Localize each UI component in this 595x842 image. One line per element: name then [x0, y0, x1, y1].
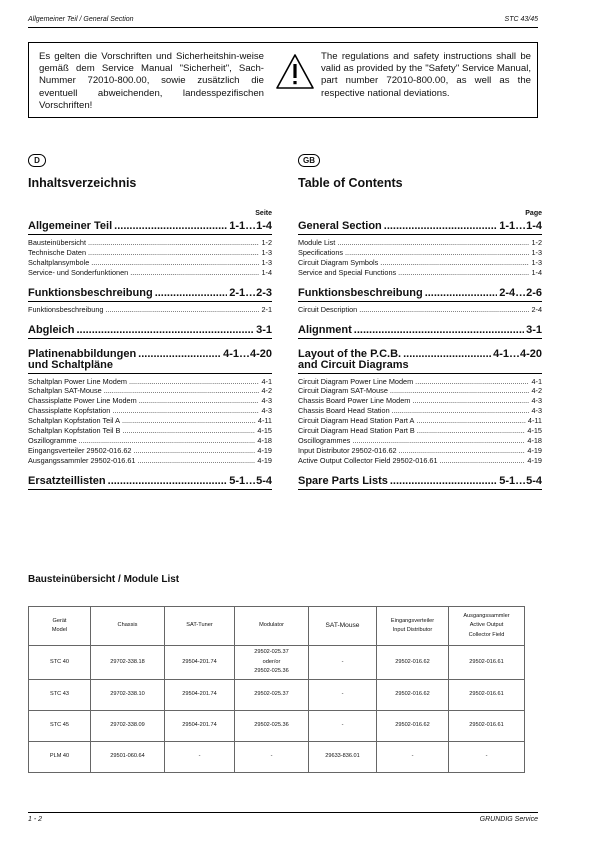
- toc-section-heading: [298, 324, 542, 336]
- dot-leader: [354, 324, 524, 336]
- entry-page: 4-15: [257, 426, 272, 436]
- dot-leader: [88, 248, 259, 258]
- dot-leader: [122, 416, 256, 426]
- table-body: [29, 646, 525, 773]
- column-header: Eingangsverteiler Input Distributor: [377, 607, 449, 646]
- dot-leader: [425, 287, 498, 299]
- table-cell: 29502-025.37 oder/or 29502-025.36: [235, 646, 309, 680]
- footer-brand: GRUNDIG Service: [479, 816, 538, 823]
- entry-page: 4-19: [257, 455, 272, 465]
- toc-entry: [298, 377, 542, 387]
- toc-entry: [28, 268, 272, 278]
- entry-page: 1-3: [531, 247, 542, 257]
- table-cell: STC 40: [29, 646, 91, 680]
- entry-label: Oszillogramme: [28, 435, 77, 445]
- table-cell: -: [377, 742, 449, 773]
- section-title-continued: and Circuit Diagrams: [298, 358, 409, 371]
- entry-page: 1-4: [261, 267, 272, 277]
- toc-sections-gb: [298, 220, 542, 490]
- table-cell: 29702-338.10: [91, 680, 165, 711]
- dot-leader: [104, 386, 260, 396]
- dot-leader: [440, 456, 526, 466]
- entry-label: Circuit Diagram SAT-Mouse: [298, 386, 388, 396]
- entry-label: Bausteinübersicht: [28, 238, 87, 247]
- toc-sections-de: [28, 220, 272, 490]
- dot-leader: [399, 446, 526, 456]
- column-header: Gerät Model: [29, 607, 91, 646]
- table-cell: 29702-338.18: [91, 646, 165, 680]
- section-pages: 5-1…5-4: [229, 474, 272, 487]
- toc-entry: [298, 386, 542, 396]
- entry-label: Schaltplan SAT-Mouse: [28, 386, 102, 396]
- toc-section-heading: [28, 324, 272, 336]
- toc-section-heading: [28, 348, 272, 360]
- module-list-title: Bausteinübersicht / Module List: [28, 574, 180, 585]
- entry-label: Circuit Diagram Head Station Part A: [298, 416, 415, 426]
- entry-label: Service and Special Functions: [298, 267, 397, 277]
- table-cell: 29504-201.74: [165, 680, 235, 711]
- page-column-label-de: Seite: [255, 210, 272, 217]
- section-rule: [298, 234, 542, 235]
- warning-triangle-icon: [275, 53, 315, 91]
- page-footer: [28, 816, 538, 823]
- section-rule: [28, 234, 272, 235]
- entry-page: 4-3: [261, 406, 272, 416]
- section-pages: 3-1: [526, 323, 542, 336]
- table-cell: 29502-025.36: [235, 711, 309, 742]
- dot-leader: [384, 220, 497, 232]
- entry-label: Schaltplan Kopfstation Teil B: [28, 426, 121, 436]
- entry-page: 4-11: [257, 416, 272, 426]
- table-cell: -: [309, 711, 377, 742]
- section-title: Funktionsbeschreibung: [298, 286, 423, 299]
- footer-rule: [28, 812, 538, 813]
- dot-leader: [380, 258, 529, 268]
- section-title: Platinenabbildungen: [28, 347, 137, 360]
- entry-page: 4-19: [527, 455, 542, 465]
- dot-leader: [412, 396, 529, 406]
- dot-leader: [390, 386, 530, 396]
- section-title: General Section: [298, 220, 382, 232]
- table-cell: STC 45: [29, 711, 91, 742]
- toc-entry: [28, 436, 272, 446]
- toc-entry: [298, 305, 542, 315]
- page-number: 1 - 2: [28, 816, 43, 823]
- dot-leader: [398, 268, 529, 278]
- dot-leader: [122, 426, 255, 436]
- toc-section-heading: [28, 475, 272, 487]
- table-cell: -: [235, 742, 309, 773]
- dot-leader: [139, 396, 260, 406]
- toc-entry: [298, 238, 542, 248]
- toc-entry: [298, 406, 542, 416]
- toc-entry: [298, 436, 542, 446]
- table-cell: 29501-060.64: [91, 742, 165, 773]
- entry-page: 2-4: [531, 304, 542, 314]
- entry-label: Chassisplatte Kopfstation: [28, 406, 111, 416]
- column-header: SAT-Tuner: [165, 607, 235, 646]
- toc-english: [298, 176, 542, 493]
- entry-label: Schaltplan Kopfstation Teil A: [28, 416, 120, 426]
- entry-label: Active Output Collector Field 29502-016.61: [298, 455, 438, 465]
- dot-leader: [345, 248, 529, 258]
- entry-label: Service- und Sonderfunktionen: [28, 267, 129, 277]
- column-header: SAT-Mouse: [309, 607, 377, 646]
- toc-section-heading: [28, 287, 272, 299]
- table-cell: PLM 40: [29, 742, 91, 773]
- toc-entry: [28, 426, 272, 436]
- dot-leader: [114, 220, 227, 232]
- entry-label: Eingangsverteiler 29502-016.62: [28, 445, 132, 455]
- toc-entry: [28, 238, 272, 248]
- table-cell: 29502-016.61: [449, 680, 525, 711]
- toc-entry: [298, 456, 542, 466]
- section-pages: 3-1: [256, 323, 272, 336]
- section-pages: 4-1…4-20: [223, 347, 272, 360]
- table-cell: 29502-016.62: [377, 646, 449, 680]
- toc-section-heading: [298, 348, 542, 360]
- section-rule: [28, 301, 272, 302]
- section-pages: 5-1…5-4: [499, 474, 542, 487]
- entry-label: Circuit Diagram Symbols: [298, 257, 379, 267]
- section-rule: [298, 489, 542, 490]
- language-badge-gb: GB: [298, 154, 320, 167]
- toc-entry: [28, 406, 272, 416]
- table-row: [29, 711, 525, 742]
- section-pages: 2-4…2-6: [499, 286, 542, 299]
- entry-label: Module List: [298, 238, 336, 247]
- toc-entry: [28, 386, 272, 396]
- entry-page: 2-1: [261, 304, 272, 314]
- entry-page: 1-2: [261, 238, 272, 247]
- entry-page: 1-2: [531, 238, 542, 247]
- section-pages: 2-1…2-3: [229, 286, 272, 299]
- entry-page: 4-3: [531, 406, 542, 416]
- toc-entry: [28, 248, 272, 258]
- toc-german: [28, 176, 272, 493]
- toc-entry: [28, 305, 272, 315]
- entry-label: Technische Daten: [28, 247, 87, 257]
- toc-entry: [28, 446, 272, 456]
- section-rule: [298, 301, 542, 302]
- section-title: Allgemeiner Teil: [28, 220, 113, 232]
- dot-leader: [133, 446, 255, 456]
- section-title: Abgleich: [28, 323, 75, 336]
- section-title: Ersatzteillisten: [28, 474, 106, 487]
- entry-page: 4-3: [531, 396, 542, 406]
- section-title: Spare Parts Lists: [298, 474, 388, 487]
- safety-text-de: Es gelten die Vorschriften und Sicherheitshin-weise gemäß dem Service Manual "Sicherheit", Sach-Nummer 72010-800.00, sowie zusätzlich die eventuell abweichenden, landesspezifischen Vorschriften!: [39, 51, 264, 111]
- table-row: [29, 680, 525, 711]
- toc-entry: [298, 396, 542, 406]
- entry-label: Circuit Diagram Power Line Modem: [298, 376, 414, 386]
- entry-page: 4-19: [527, 445, 542, 455]
- dot-leader: [352, 436, 525, 446]
- table-cell: 29633-836.01: [309, 742, 377, 773]
- toc-entry: [298, 268, 542, 278]
- entry-label: Chassis Board Head Station: [298, 406, 390, 416]
- section-pages: 1-1…1-4: [499, 220, 542, 232]
- module-list-table: [28, 606, 525, 773]
- dot-leader: [415, 377, 529, 387]
- table-cell: -: [449, 742, 525, 773]
- table-cell: STC 43: [29, 680, 91, 711]
- entry-label: Chassis Board Power Line Modem: [298, 396, 411, 406]
- entry-label: Schaltplansymbole: [28, 257, 90, 267]
- column-header: Chassis: [91, 607, 165, 646]
- table-cell: 29502-016.62: [377, 680, 449, 711]
- dot-leader: [79, 436, 256, 446]
- safety-text-en: The regulations and safety instructions shall be valid as provided by the "Safety" Service Manual, part number 72010-800.00, as well as the respective national deviations.: [321, 51, 531, 99]
- dot-leader: [337, 238, 529, 248]
- page-column-label-gb: Page: [525, 210, 542, 217]
- entry-page: 1-4: [531, 267, 542, 277]
- toc-entry: [298, 258, 542, 268]
- section-title: Funktionsbeschreibung: [28, 286, 153, 299]
- dot-leader: [138, 348, 221, 360]
- column-header: Ausgangssammler Active Output Collector Field: [449, 607, 525, 646]
- entry-label: Schaltplan Power Line Modem: [28, 376, 127, 386]
- table-cell: 29504-201.74: [165, 711, 235, 742]
- entry-page: 4-19: [257, 445, 272, 455]
- entry-page: 4-15: [527, 426, 542, 436]
- toc-entry: [298, 426, 542, 436]
- section-rule: [298, 373, 542, 374]
- toc-entry: [28, 416, 272, 426]
- entry-page: 4-2: [261, 386, 272, 396]
- toc-entry: [28, 258, 272, 268]
- table-cell: 29502-025.37: [235, 680, 309, 711]
- entry-page: 1-3: [261, 247, 272, 257]
- dot-leader: [359, 305, 529, 315]
- table-cell: 29504-201.74: [165, 646, 235, 680]
- toc-entry: [28, 377, 272, 387]
- table-cell: 29702-338.09: [91, 711, 165, 742]
- dot-leader: [76, 324, 254, 336]
- dot-leader: [108, 475, 228, 487]
- toc-entry: [298, 248, 542, 258]
- dot-leader: [129, 377, 259, 387]
- entry-label: Circuit Description: [298, 304, 358, 314]
- table-cell: 29502-016.61: [449, 646, 525, 680]
- section-rule: [28, 338, 272, 339]
- dot-leader: [392, 406, 530, 416]
- entry-label: Oscillogrammes: [298, 435, 351, 445]
- dot-leader: [130, 268, 259, 278]
- dot-leader: [390, 475, 497, 487]
- toc-section-heading: [298, 220, 542, 232]
- dot-leader: [416, 416, 526, 426]
- table-row: [29, 742, 525, 773]
- table-cell: -: [309, 646, 377, 680]
- safety-notice: [28, 42, 538, 118]
- section-title-continued: und Schaltpläne: [28, 358, 113, 371]
- table-header-row: [29, 607, 525, 646]
- section-pages: 1-1…1-4: [229, 220, 272, 232]
- entry-page: 4-1: [531, 376, 542, 386]
- entry-page: 4-2: [531, 386, 542, 396]
- entry-label: Circuit Diagram Head Station Part B: [298, 426, 415, 436]
- section-rule: [28, 373, 272, 374]
- toc-title-gb: Table of Contents: [298, 176, 403, 190]
- language-badge-de: D: [28, 154, 46, 167]
- table-row: [29, 646, 525, 680]
- dot-leader: [138, 456, 256, 466]
- header-section: Allgemeiner Teil / General Section: [28, 16, 134, 23]
- toc-entry: [28, 396, 272, 406]
- entry-page: 4-1: [261, 376, 272, 386]
- toc-section-heading: [298, 475, 542, 487]
- header-model: STC 43/45: [504, 16, 538, 23]
- dot-leader: [88, 238, 259, 248]
- dot-leader: [91, 258, 259, 268]
- entry-page: 4-3: [261, 396, 272, 406]
- toc-section-heading: [28, 220, 272, 232]
- table-cell: -: [165, 742, 235, 773]
- section-rule: [28, 489, 272, 490]
- entry-label: Ausgangssammler 29502-016.61: [28, 455, 136, 465]
- entry-page: 4-18: [527, 435, 542, 445]
- table-cell: -: [309, 680, 377, 711]
- section-title: Layout of the P.C.B.: [298, 347, 402, 360]
- entry-label: Input Distributor 29502-016.62: [298, 445, 397, 455]
- table-cell: 29502-016.61: [449, 711, 525, 742]
- section-title: Alignment: [298, 323, 352, 336]
- entry-page: 4-18: [257, 435, 272, 445]
- entry-page: 1-3: [531, 257, 542, 267]
- entry-page: 1-3: [261, 257, 272, 267]
- table-cell: 29502-016.62: [377, 711, 449, 742]
- dot-leader: [112, 406, 259, 416]
- entry-label: Chassisplatte Power Line Modem: [28, 396, 137, 406]
- section-pages: 4-1…4-20: [493, 347, 542, 360]
- column-header: Modulator: [235, 607, 309, 646]
- header-rule: [28, 27, 538, 28]
- section-rule: [298, 338, 542, 339]
- dot-leader: [403, 348, 491, 360]
- entry-label: Specifications: [298, 247, 344, 257]
- entry-page: 4-11: [527, 416, 542, 426]
- toc-entry: [298, 446, 542, 456]
- toc-title-de: Inhaltsverzeichnis: [28, 176, 137, 190]
- toc-entry: [28, 456, 272, 466]
- page-header: [28, 16, 538, 23]
- dot-leader: [155, 287, 228, 299]
- entry-label: Funktionsbeschreibung: [28, 304, 104, 314]
- dot-leader: [417, 426, 526, 436]
- toc-section-heading: [298, 287, 542, 299]
- toc-entry: [298, 416, 542, 426]
- dot-leader: [105, 305, 259, 315]
